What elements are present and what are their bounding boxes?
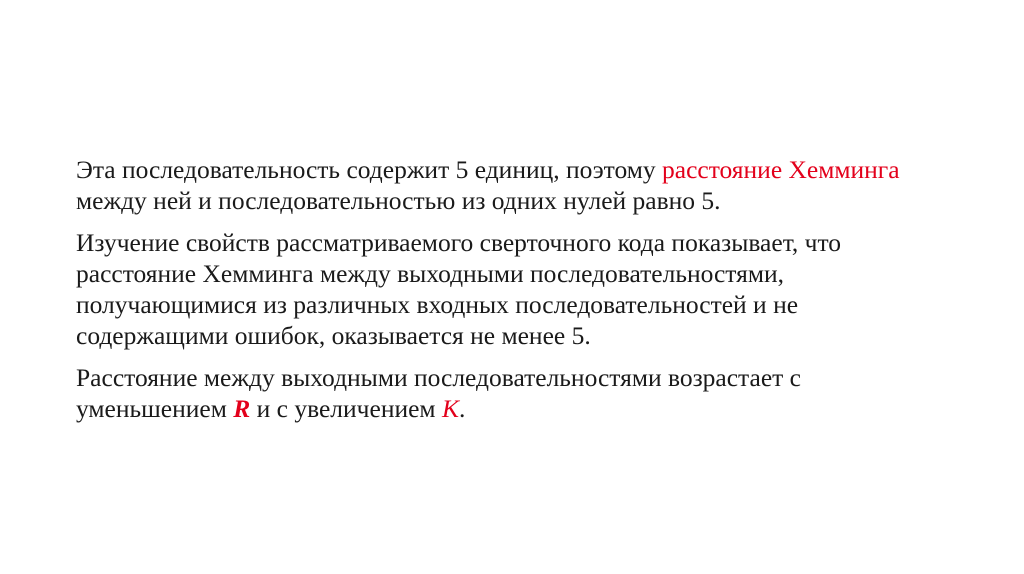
hamming-distance-term: расстояние Хемминга <box>662 155 900 184</box>
paragraph-2-text: Изучение свойств рассматриваемого сверточного кода показывает, что расстояние Хемминга между выходными последовательностями, получающимися из различных входных последовательностей и не содержащими ошибок, оказывается не менее 5. <box>76 228 842 350</box>
paragraph-3-text-end: . <box>458 394 466 423</box>
variable-r: R <box>233 394 251 423</box>
slide-body <box>76 154 956 435</box>
paragraph-1-text-start: Эта последовательность содержит 5 единиц, поэтому <box>76 155 663 184</box>
paragraph-3-text-middle: и с увеличением <box>250 394 442 423</box>
paragraph-hamming-weight <box>76 154 956 216</box>
paragraph-1-text-end: между ней и последовательностью из одних нулей равно 5. <box>76 186 721 215</box>
variable-k: K <box>441 394 459 423</box>
paragraph-distance-growth <box>76 362 956 424</box>
paragraph-code-properties <box>76 227 956 351</box>
paragraph-3-text-start: Расстояние между выходными последовательностями возрастает с уменьшением <box>76 363 801 423</box>
